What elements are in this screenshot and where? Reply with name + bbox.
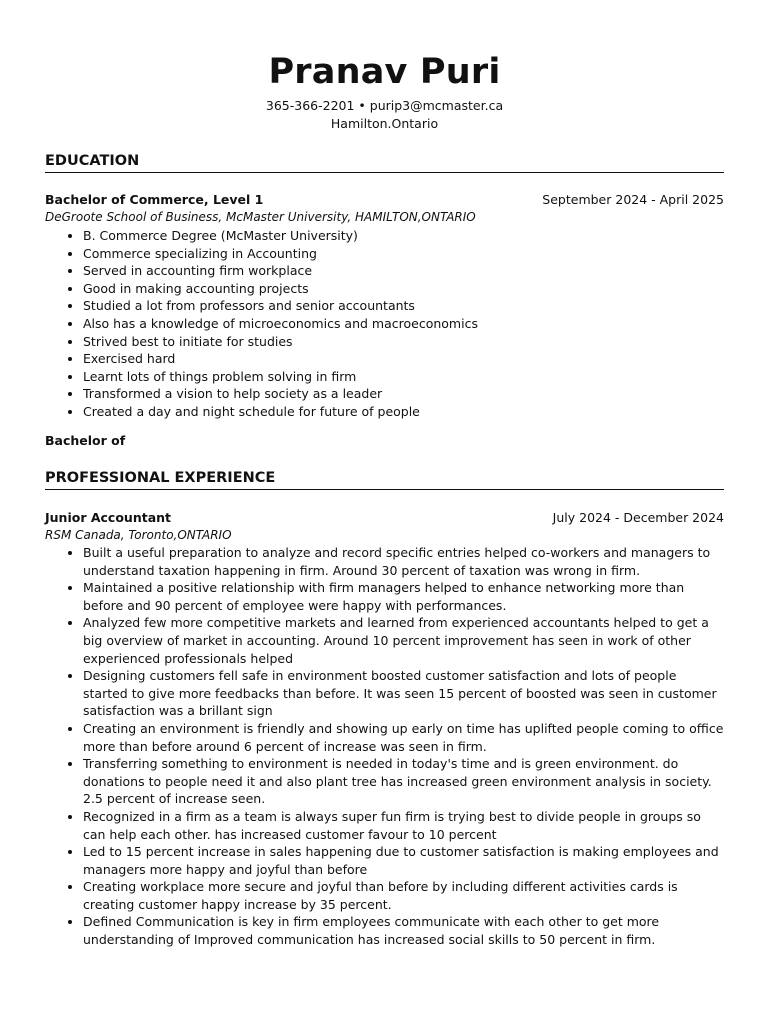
- location-line: Hamilton.Ontario: [330, 116, 439, 131]
- education-degree-title: Bachelor of Commerce, Level 1: [45, 192, 264, 207]
- list-item: Maintained a positive relationship with firm managers helped to enhance networking more than before and 90 percent of employee were happy with performances.: [83, 579, 724, 614]
- list-item: Exercised hard: [83, 350, 724, 368]
- job-title: Junior Accountant: [45, 510, 172, 525]
- list-item: Commerce specializing in Accounting: [83, 245, 724, 263]
- list-item: Created a day and night schedule for future of people: [83, 403, 724, 421]
- job-company: RSM Canada, Toronto,ONTARIO: [45, 527, 232, 542]
- list-item: Studied a lot from professors and senior accountants: [83, 297, 724, 315]
- list-item: Transformed a vision to help society as a leader: [83, 385, 724, 403]
- education-section-title: EDUCATION: [45, 151, 724, 173]
- education-school: DeGroote School of Business, McMaster University, HAMILTON,ONTARIO: [45, 209, 476, 224]
- list-item: Strived best to initiate for studies: [83, 333, 724, 351]
- education-date: September 2024 - April 2025: [542, 192, 724, 207]
- list-item: B. Commerce Degree (McMaster University): [83, 227, 724, 245]
- list-item: Led to 15 percent increase in sales happening due to customer satisfaction is making employees and managers more happy and joyful than before: [83, 843, 724, 878]
- list-item: Good in making accounting projects: [83, 280, 724, 298]
- candidate-name: Pranav Puri: [268, 52, 501, 92]
- list-item: Defined Communication is key in firm employees communicate with each other to get more understanding of Improved communication has increased social skills to 50 percent in firm.: [83, 913, 724, 948]
- list-item: Creating an environment is friendly and showing up early on time has uplifted people coming to office more than before around 6 percent of increase was seen in firm.: [83, 720, 724, 754]
- experience-entry-header: [45, 509, 724, 544]
- list-item: Learnt lots of things problem solving in firm: [83, 368, 724, 386]
- list-item: Recognized in a firm as a team is always super fun firm is trying best to divide people in groups so can help each other. has increased customer favour to 10 percent: [83, 808, 724, 843]
- list-item: Designing customers fell safe in environment boosted customer satisfaction and lots of people started to give more feedbacks than before. It was seen 15 percent of boosted was seen in customer satisfaction was a brillant sign: [83, 667, 724, 720]
- contact-line: 365-366-2201 • purip3@mcmaster.ca: [265, 98, 504, 113]
- experience-bullet-list: [45, 544, 724, 949]
- experience-section-title: PROFESSIONAL EXPERIENCE: [45, 468, 724, 490]
- education-partial-entry: Bachelor of: [45, 433, 126, 448]
- education-bullet-list: [45, 227, 724, 421]
- list-item: Built a useful preparation to analyze and record specific entries helped co-workers and managers to understand taxation happening in firm. Around 30 percent of taxation was wrong in firm.: [83, 544, 724, 579]
- list-item: Analyzed few more competitive markets and learned from experienced accountants helped to get a big overview of market in accounting. Around 10 percent improvement has seen in work of other experienced professionals helped: [83, 614, 724, 667]
- education-entry-header: [45, 191, 724, 226]
- contact-block: [45, 97, 724, 133]
- list-item: Also has a knowledge of microeconomics and macroeconomics: [83, 315, 724, 333]
- list-item: Creating workplace more secure and joyful than before by including different activities cards is creating customer happy increase by 35 percent.: [83, 878, 724, 913]
- list-item: Served in accounting firm workplace: [83, 262, 724, 280]
- job-date: July 2024 - December 2024: [552, 510, 724, 525]
- list-item: Transferring something to environment is needed in today's time and is green environment. do donations to people need it and also plant tree has increased green environment analysis in society. 2.5 percent of increase seen.: [83, 755, 724, 808]
